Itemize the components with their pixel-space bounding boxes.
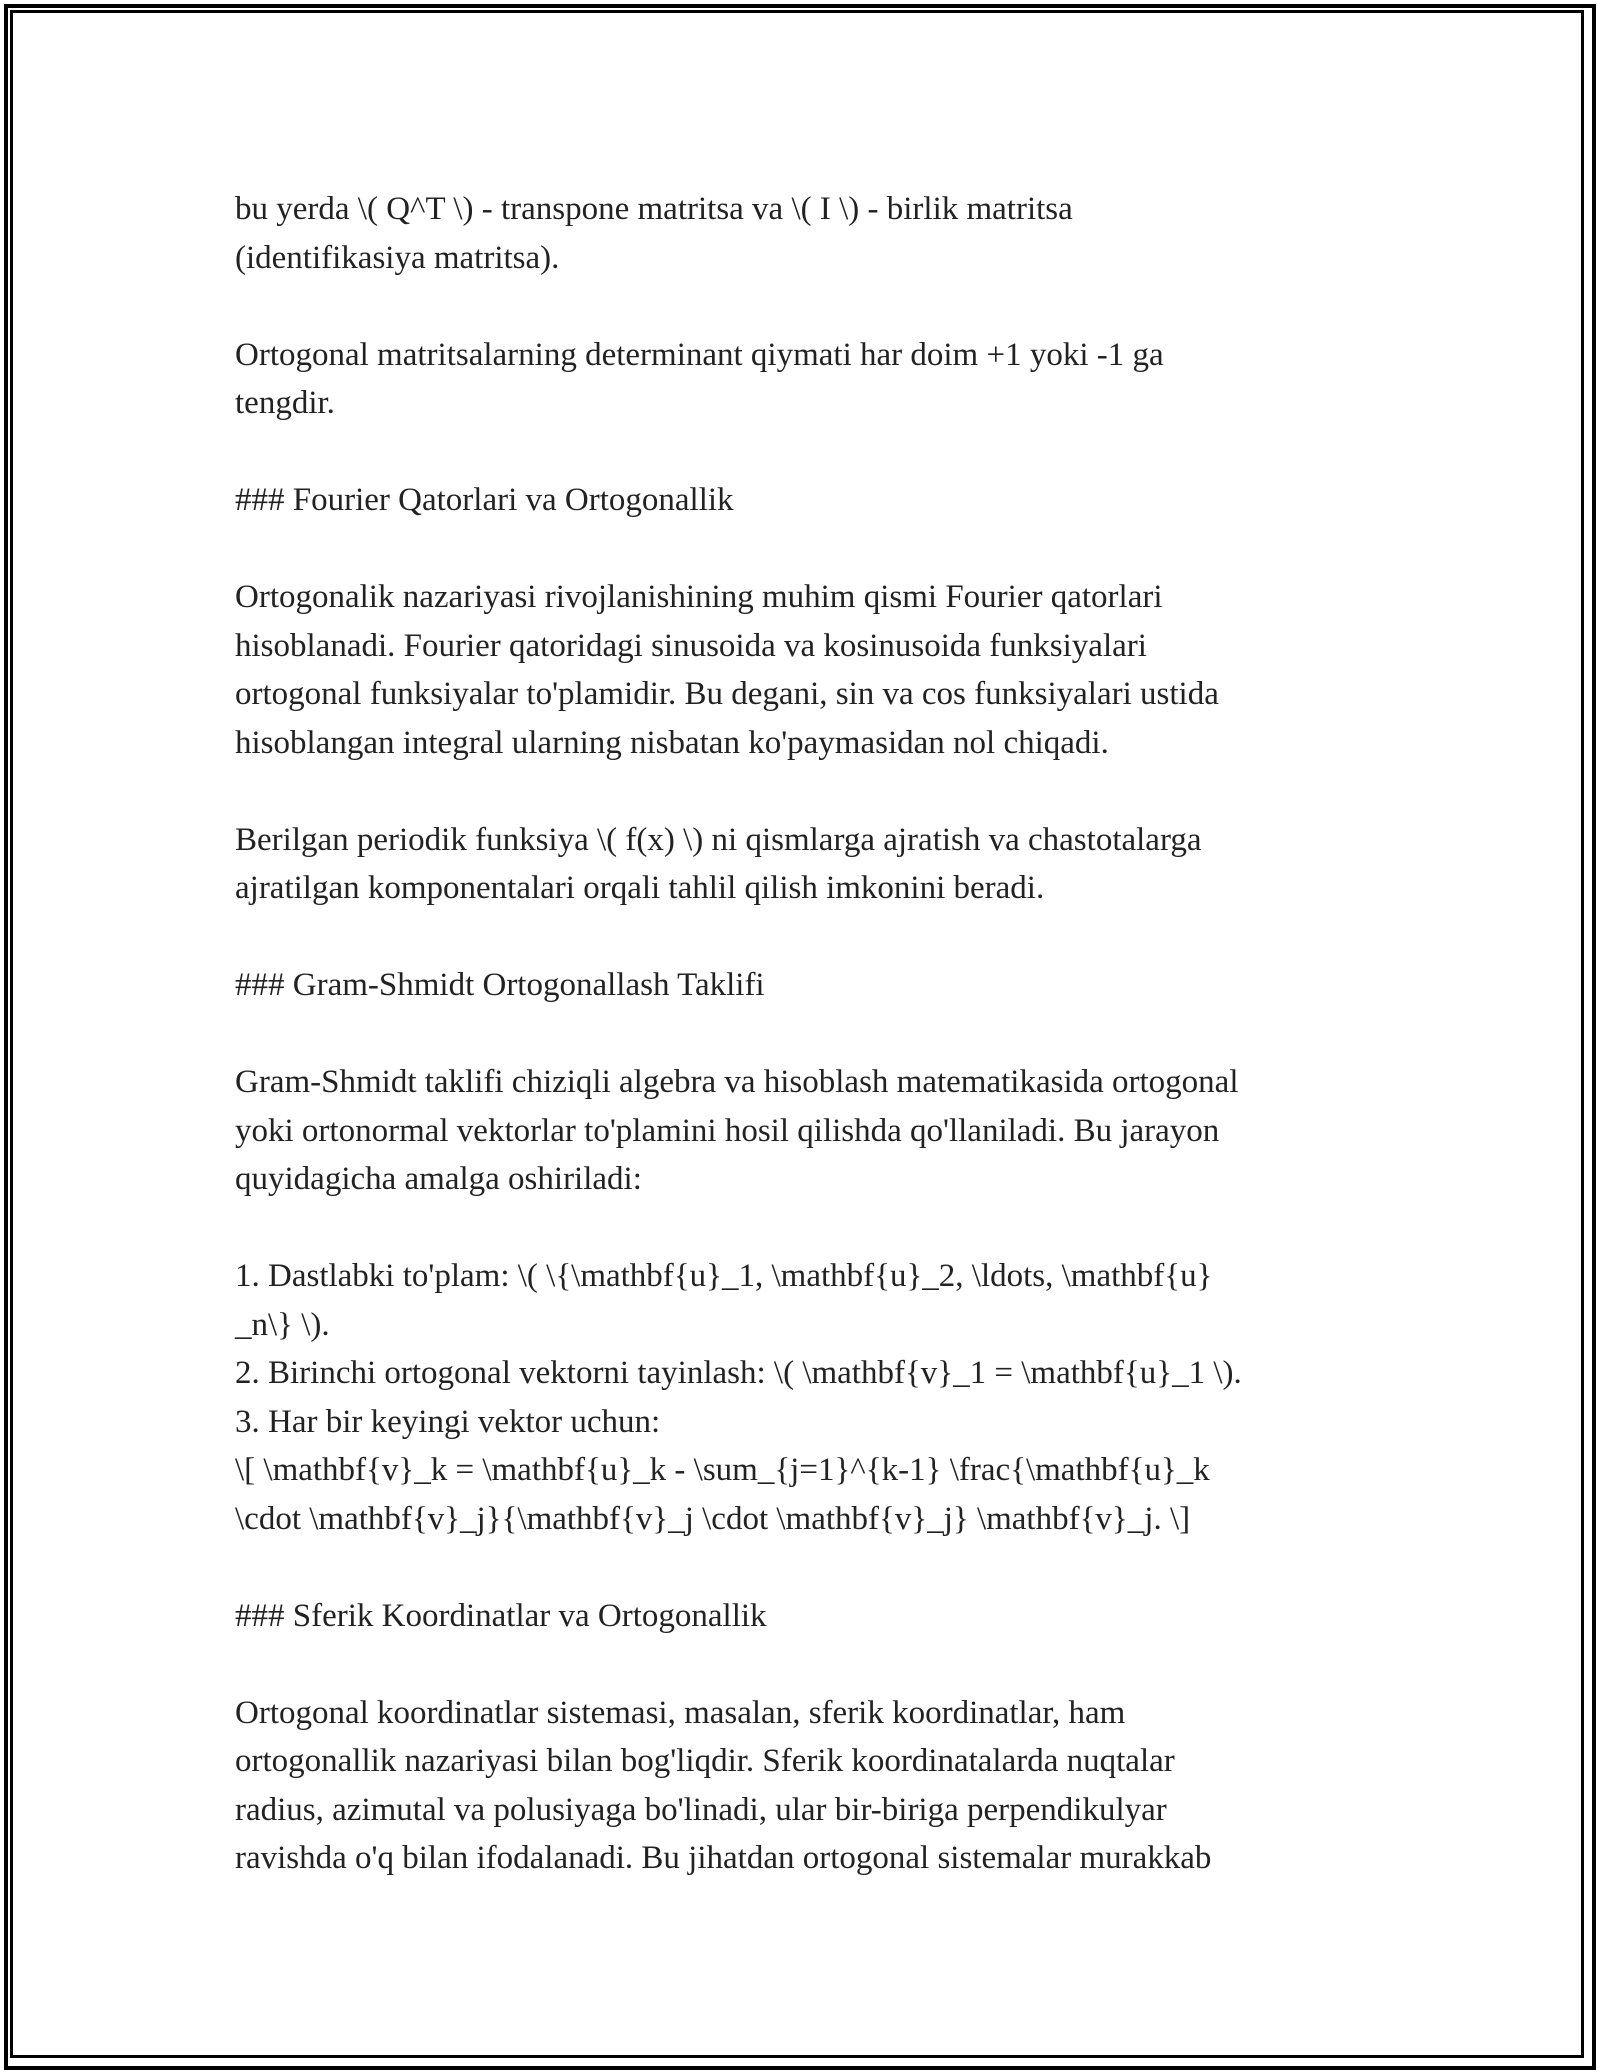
- paragraph-qt-definition: bu yerda \( Q^T \) - transpone matritsa va \( I \) - birlik matritsa (identifikasiya matritsa).: [235, 191, 1073, 276]
- gram-schmidt-steps: 1. Dastlabki to'plam: \( \{\mathbf{u}_1, \mathbf{u}_2, \ldots, \mathbf{u} _n\} \). 2. Birinchi ortogonal vektorni tayinlash: \( \mathbf{v}_1 = \mathbf{u}_1 \). 3. Har bir keyingi vektor uchun: \[ \mathbf{v}_k = \mathbf{u}_k - \sum_{j=1}^{k-1} \frac{\mathbf{u}_k \cdot \mathbf{v}_j}{\mathbf{v}_j \cdot \mathbf{v}_j} \mathbf{v}_j. \]: [235, 1258, 1242, 1537]
- paragraph-periodic-function: Berilgan periodik funksiya \( f(x) \) ni qismlarga ajratish va chastotalarga ajratilgan komponentalari orqali tahlil qilish imkonini beradi.: [235, 821, 1202, 906]
- heading-gram-schmidt: ### Gram-Shmidt Ortogonallash Taklifi: [235, 967, 765, 1003]
- paragraph-spherical: Ortogonal koordinatlar sistemasi, masalan, sferik koordinatlar, ham ortogonallik nazariyasi bilan bog'liqdir. Sferik koordinatalarda nuqtalar radius, azimutal va polusiyaga bo'linadi, ular bir-biriga perpendikulyar ravishda o'q bilan ifodalanadi. Bu jihatdan ortogonal sistemalar murakkab: [235, 1694, 1212, 1876]
- paragraph-determinant: Ortogonal matritsalarning determinant qiymati har doim +1 yoki -1 ga tengdir.: [235, 336, 1164, 421]
- document-body: [235, 185, 1375, 1883]
- paragraph-fourier: Ortogonalik nazariyasi rivojlanishining muhim qismi Fourier qatorlari hisoblanadi. Fourier qatoridagi sinusoida va kosinusoida funksiyalari ortogonal funksiyalar to'plamidir. Bu degani, sin va cos funksiyalari ustida hisoblangan integral ularning nisbatan ko'paymasidan nol chiqadi.: [235, 579, 1219, 761]
- heading-fourier: ### Fourier Qatorlari va Ortogonallik: [235, 482, 734, 518]
- heading-spherical: ### Sferik Koordinatlar va Ortogonallik: [235, 1597, 767, 1634]
- paragraph-gram-schmidt: Gram-Shmidt taklifi chiziqli algebra va hisoblash matematikasida ortogonal yoki ortonormal vektorlar to'plamini hosil qilishda qo'llaniladi. Bu jarayon quyidagicha amalga oshiriladi:: [235, 1064, 1239, 1197]
